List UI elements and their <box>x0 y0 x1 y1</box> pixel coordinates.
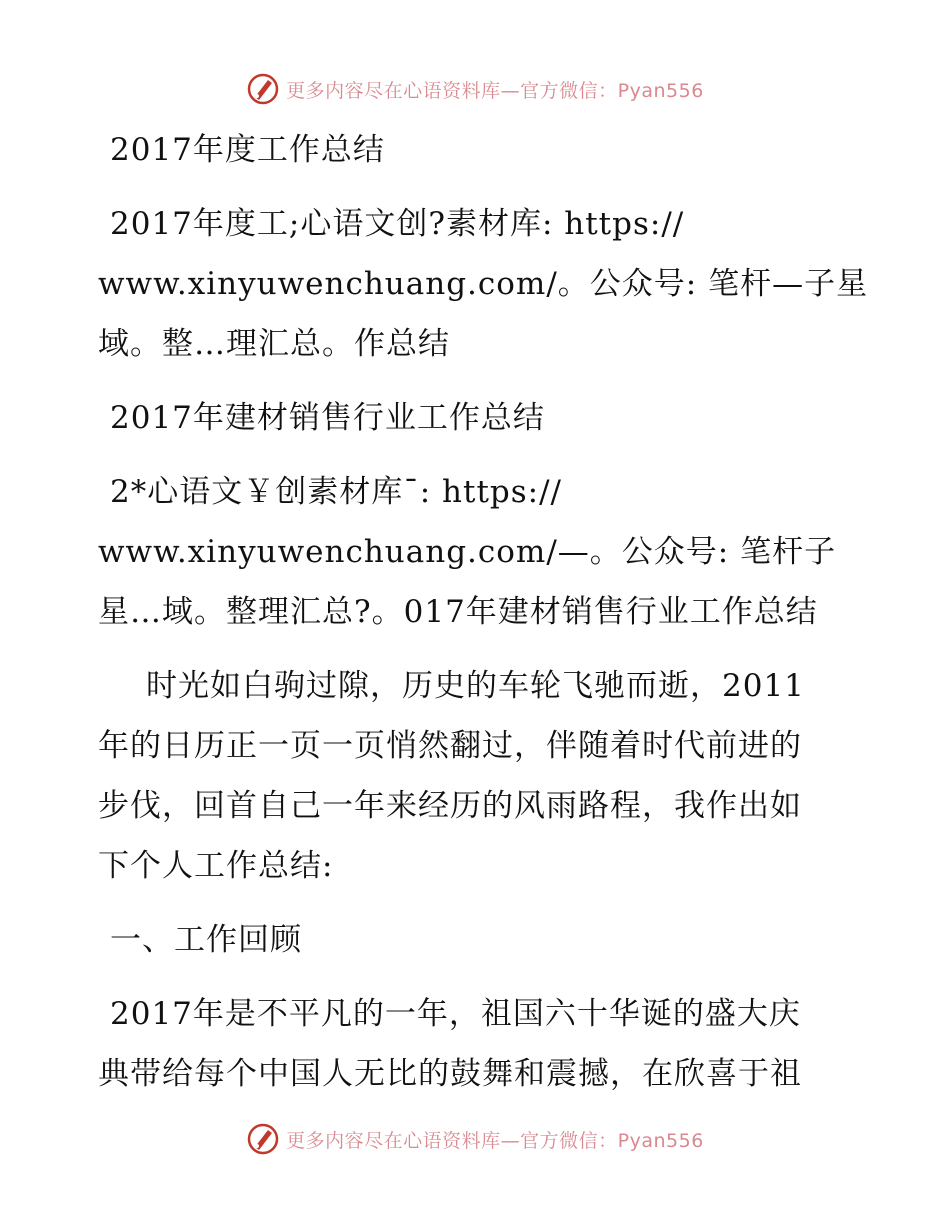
para1-line2: www.xinyuwenchuang.com/。公众号: 笔杆—子星 <box>98 266 869 302</box>
banner-text: 更多内容尽在心语资料库—官方微信：Pyan556 <box>286 79 704 102</box>
para2-line3: 星…域。整理汇总?。017年建材销售行业工作总结 <box>98 594 818 630</box>
pen-logo-icon <box>246 1122 280 1156</box>
para2-line2: www.xinyuwenchuang.com/—。公众号: 笔杆子 <box>98 534 837 570</box>
document-subtitle: 2017年建材销售行业工作总结 <box>110 400 545 436</box>
header-banner <box>0 72 950 106</box>
document-title: 2017年度工作总结 <box>110 132 385 168</box>
para1-line3: 域。整…理汇总。作总结 <box>98 326 450 362</box>
pen-logo-icon <box>246 72 280 106</box>
document-body <box>98 120 869 1104</box>
para3-line3: 步伐，回首自己一年来经历的风雨路程，我作出如 <box>98 788 802 824</box>
para3-line4: 下个人工作总结: <box>98 848 334 884</box>
banner-text: 更多内容尽在心语资料库—官方微信：Pyan556 <box>286 1129 704 1152</box>
para1-line1: 2017年度工;心语文创?素材库: https:// <box>110 206 685 242</box>
para4-line2: 典带给每个中国人无比的鼓舞和震撼，在欣喜于祖 <box>98 1056 802 1092</box>
para3-line2: 年的日历正一页一页悄然翻过，伴随着时代前进的 <box>98 728 802 764</box>
footer-banner <box>0 1122 950 1156</box>
para4-line1: 2017年是不平凡的一年，祖国六十华诞的盛大庆 <box>110 996 801 1032</box>
para3-line1: 时光如白驹过隙，历史的车轮飞驰而逝，2011 <box>146 668 805 704</box>
section-heading: 一、工作回顾 <box>110 922 302 958</box>
para2-line1: 2*心语文￥创素材库¯: https:// <box>110 474 562 510</box>
